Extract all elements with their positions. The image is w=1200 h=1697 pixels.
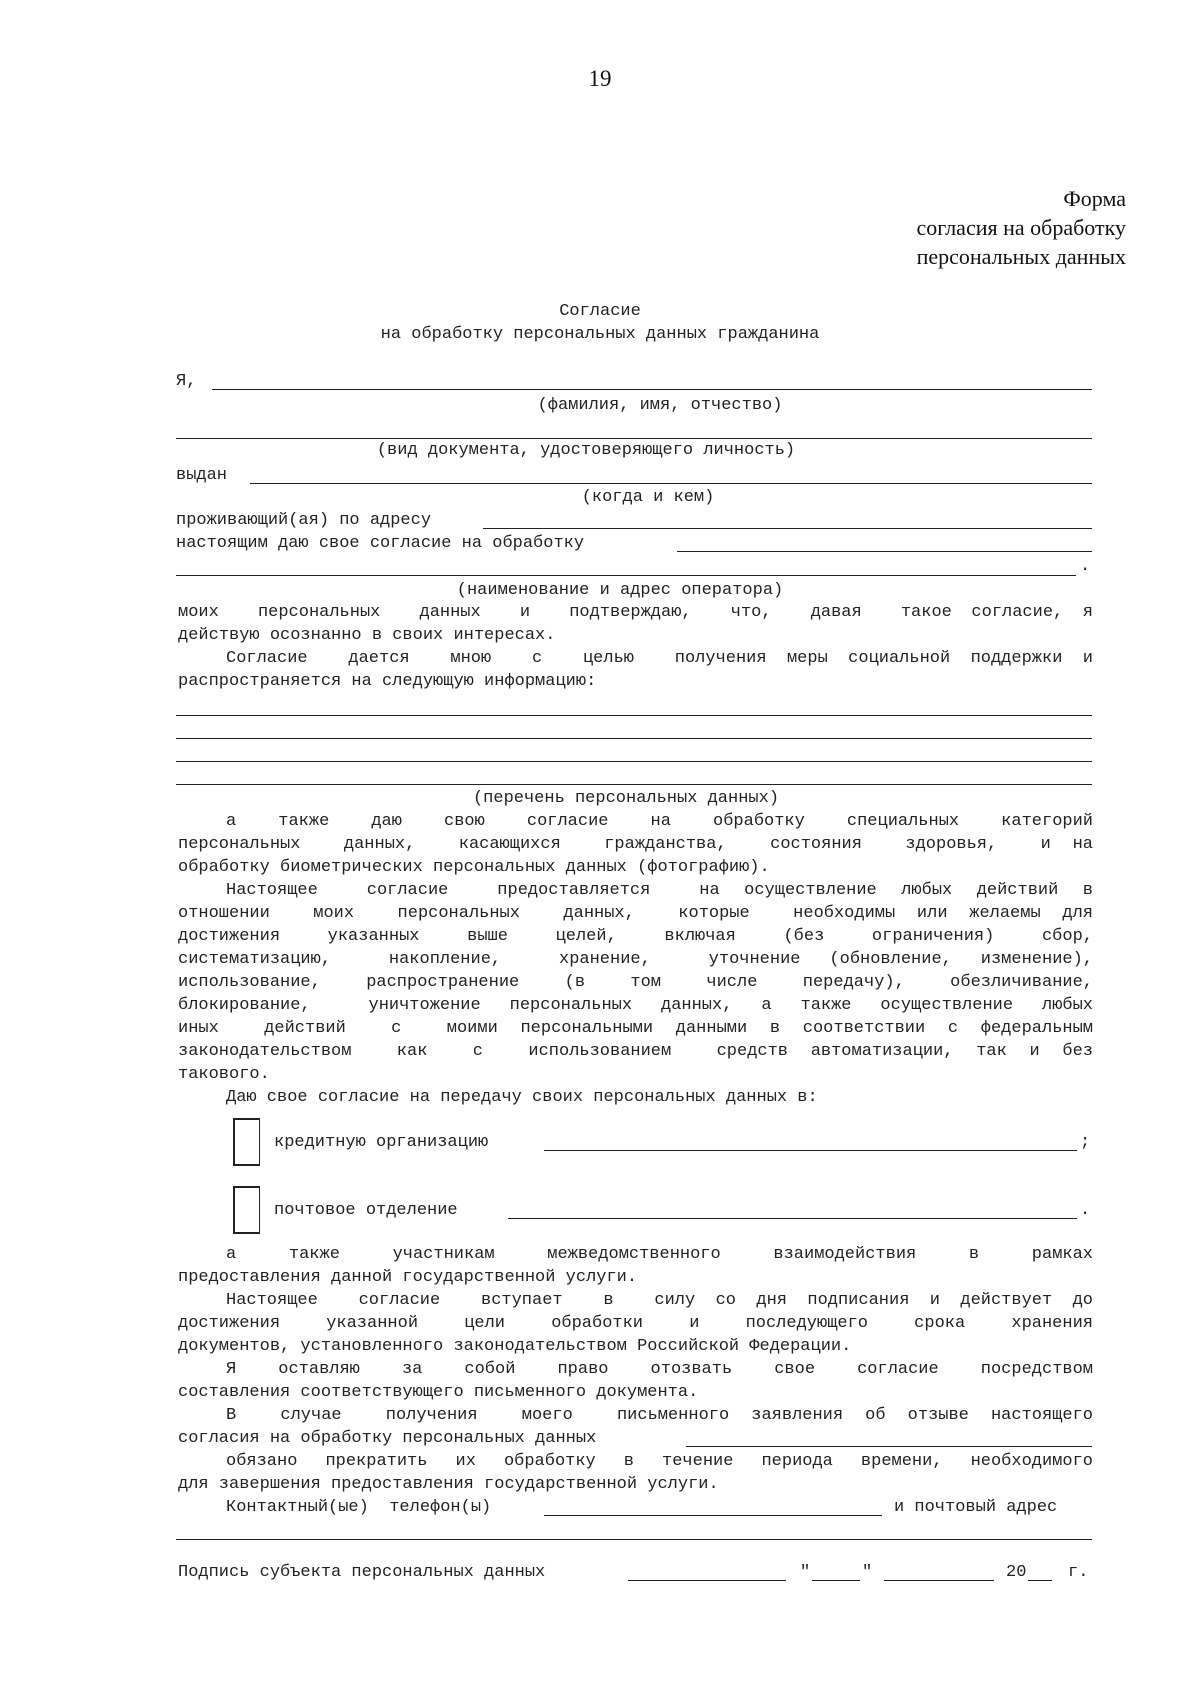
paragraph-4-line-6: блокирование, уничтожение персональных данных, а также осуществление любых (178, 996, 1093, 1015)
data-list-line-2[interactable] (176, 738, 1092, 739)
date-quote-open: " (800, 1563, 811, 1582)
date-year-field[interactable] (1028, 1580, 1052, 1581)
post-office-checkbox[interactable] (233, 1186, 260, 1234)
data-list-caption: (перечень персональных данных) (472, 789, 780, 808)
operator-dot: . (1080, 557, 1091, 576)
paragraph-4-line-1: Настоящее согласие предоставляется на осуществление любых действий в (226, 881, 1093, 900)
date-year-suffix: г. (1068, 1563, 1089, 1582)
fio-field[interactable] (212, 389, 1092, 390)
data-list-line-3[interactable] (176, 761, 1092, 762)
issued-field[interactable] (250, 483, 1092, 484)
paragraph-4-line-7: иных действий с моими персональными данными в соответствии с федеральным (178, 1019, 1093, 1038)
address-field[interactable] (483, 528, 1092, 529)
paragraph-7-line-1: Настоящее согласие вступает в силу со дня подписания и действует до (226, 1291, 1093, 1310)
paragraph-4-line-5: использование, распространение (в том числе передачу), обезличивание, (178, 973, 1093, 992)
post-office-dot: . (1080, 1201, 1091, 1220)
paragraph-4-line-8: законодательством как с использованием средств автоматизации, так и без (178, 1042, 1093, 1061)
post-office-label: почтовое отделение (274, 1201, 458, 1220)
form-header-line-2: согласия на обработку (916, 215, 1126, 240)
form-header (917, 184, 1126, 271)
paragraph-3-line-3: обработку биометрических персональных данных (фотографию). (178, 858, 770, 877)
ya-label: Я, (176, 372, 197, 391)
operator-caption: (наименование и адрес оператора) (456, 581, 784, 600)
address-label: проживающий(ая) по адресу (176, 511, 432, 530)
paragraph-4-line-3: достижения указанных выше целей, включая (без ограничения) сбор, (178, 927, 1093, 946)
paragraph-9-line-2: согласия на обработку персональных данных (178, 1429, 597, 1448)
date-month-field[interactable] (884, 1580, 994, 1581)
signature-label: Подпись субъекта персональных данных (178, 1563, 546, 1582)
paragraph-3-line-2: персональных данных, касающихся гражданства, состояния здоровья, и на (178, 835, 1093, 854)
consent-title: Согласие (559, 302, 641, 321)
data-list-line-4[interactable] (176, 784, 1092, 785)
paragraph-5: Даю свое согласие на передачу своих персональных данных в: (226, 1088, 818, 1107)
paragraph-9-line-1: В случае получения моего письменного заявления об отзыве настоящего (226, 1406, 1093, 1425)
phone-label: Контактный(ые) телефон(ы) (226, 1498, 492, 1517)
postal-address-label: и почтовый адрес (894, 1498, 1058, 1517)
paragraph-4-line-2: отношении моих персональных данных, которые необходимы или желаемы для (178, 904, 1093, 923)
paragraph-4-line-4: систематизацию, накопление, хранение, уточнение (обновление, изменение), (178, 950, 1093, 969)
paragraph-6-line-2: предоставления данной государственной услуги. (178, 1268, 638, 1287)
paragraph-8-line-2: составления соответствующего письменного документа. (178, 1383, 699, 1402)
form-header-line-3: персональных данных (916, 244, 1126, 269)
postal-address-field[interactable] (176, 1539, 1092, 1540)
date-day-field[interactable] (812, 1580, 860, 1581)
credit-organization-checkbox[interactable] (233, 1118, 260, 1166)
document-caption: (вид документа, удостоверяющего личность) (376, 441, 796, 460)
credit-organization-semicolon: ; (1080, 1133, 1091, 1152)
consent-field[interactable] (677, 551, 1092, 552)
paragraph-1-line-2: действую осознанно в своих интересах. (178, 626, 556, 645)
fio-caption: (фамилия, имя, отчество) (537, 396, 783, 415)
paragraph-6-line-1: а также участникам межведомственного взаимодействия в рамках (226, 1245, 1093, 1264)
date-year-prefix: 20 (1006, 1563, 1027, 1582)
paragraph-4-line-9: такового. (178, 1065, 270, 1084)
date-quote-close: " (862, 1563, 873, 1582)
paragraph-1-line-1: моих персональных данных и подтверждаю, что, давая такое согласие, я (178, 603, 1093, 622)
signature-field[interactable] (628, 1580, 786, 1581)
page-number: 19 (588, 66, 612, 91)
paragraph-9-line-4: для завершения предоставления государственной услуги. (178, 1475, 719, 1494)
document-field[interactable] (176, 438, 1092, 439)
paragraph-3-line-1: а также даю свою согласие на обработку специальных категорий (226, 812, 1093, 831)
issued-label: выдан (176, 466, 228, 485)
paragraph-8-line-1: Я оставляю за собой право отозвать свое согласие посредством (226, 1360, 1093, 1379)
paragraph-7-line-2: достижения указанной цели обработки и последующего срока хранения (178, 1314, 1093, 1333)
paragraph-2-line-1: Согласие дается мною с целью получения меры социальной поддержки и (226, 649, 1093, 668)
data-list-line-1[interactable] (176, 715, 1092, 716)
issued-caption: (когда и кем) (581, 488, 715, 507)
operator-field[interactable] (176, 575, 1076, 576)
consent-label: настоящим даю свое согласие на обработку (176, 534, 585, 553)
paragraph-2-line-2: распространяется на следующую информацию: (178, 672, 597, 691)
phone-field[interactable] (544, 1515, 882, 1516)
credit-organization-field[interactable] (544, 1150, 1077, 1151)
post-office-field[interactable] (508, 1218, 1077, 1219)
revocation-operator-field[interactable] (686, 1446, 1092, 1447)
credit-organization-label: кредитную организацию (274, 1133, 489, 1152)
consent-subtitle: на обработку персональных данных гражданина (380, 325, 820, 344)
form-header-line-1: Форма (1063, 186, 1126, 211)
paragraph-9-line-3: обязано прекратить их обработку в течение периода времени, необходимого (226, 1452, 1093, 1471)
paragraph-7-line-3: документов, установленного законодательством Российской Федерации. (178, 1337, 852, 1356)
